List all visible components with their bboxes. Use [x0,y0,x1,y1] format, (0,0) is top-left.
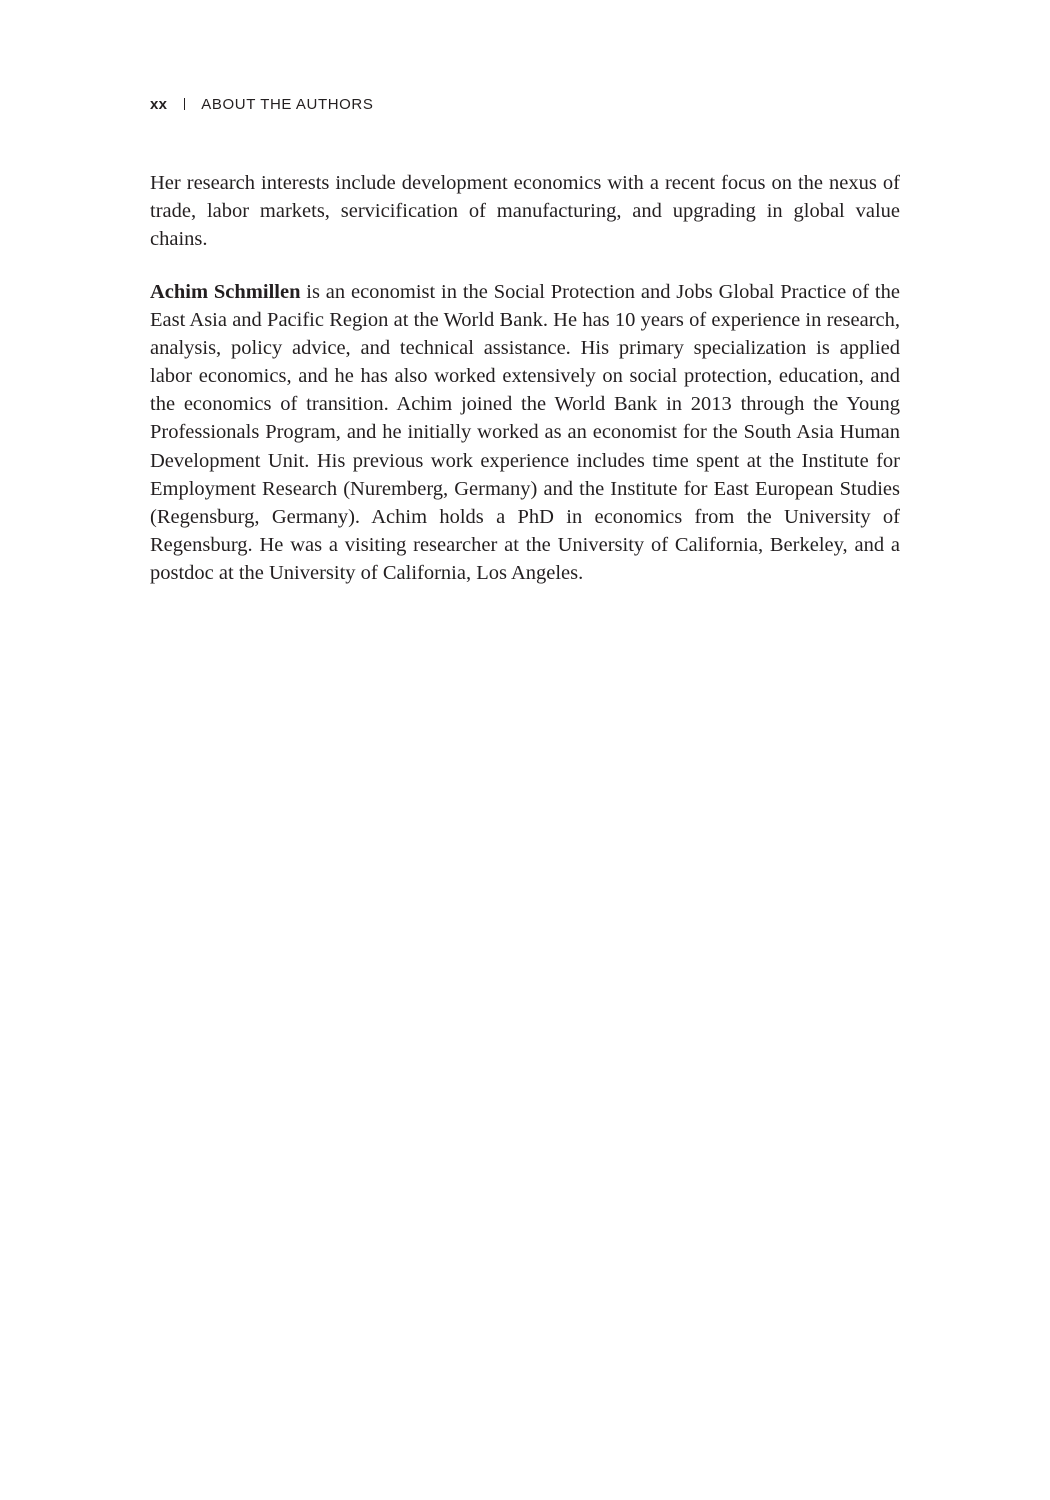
paragraph-text: Her research interests include development economics with a recent focus on the nexus of trade, labor markets, servicification of manufacturing, and upgrading in global value chains. [150,172,900,251]
section-title: ABOUT THE AUTHORS [201,96,374,113]
author-name: Achim Schmillen [150,281,301,303]
page-number: xx [150,96,168,113]
body-paragraph-achim-schmillen-bio [150,278,900,587]
body-paragraph-research-interests [150,169,900,253]
header-separator [184,98,185,110]
paragraph-text: is an economist in the Social Protection and Jobs Global Practice of the East Asia and Pacific Region at the World Bank. He has 10 years of experience in research, analysis, policy advice, and technical assistance. His primary specialization is applied labor economics, and he has also worked extensively on social protection, education, and the economics of transition. Achim joined the World Bank in 2013 through the Young Professionals Program, and he initially worked as an economist for the South Asia Human Development Unit. His previous work experience includes time spent at the Institute for Employment Research (Nuremberg, Germany) and the Institute for East European Studies (Regensburg, Germany). Achim holds a PhD in economics from the University of Regensburg. He was a visiting researcher at the University of California, Berkeley, and a postdoc at the University of California, Los Angeles. [150,281,900,584]
running-header [150,96,373,113]
